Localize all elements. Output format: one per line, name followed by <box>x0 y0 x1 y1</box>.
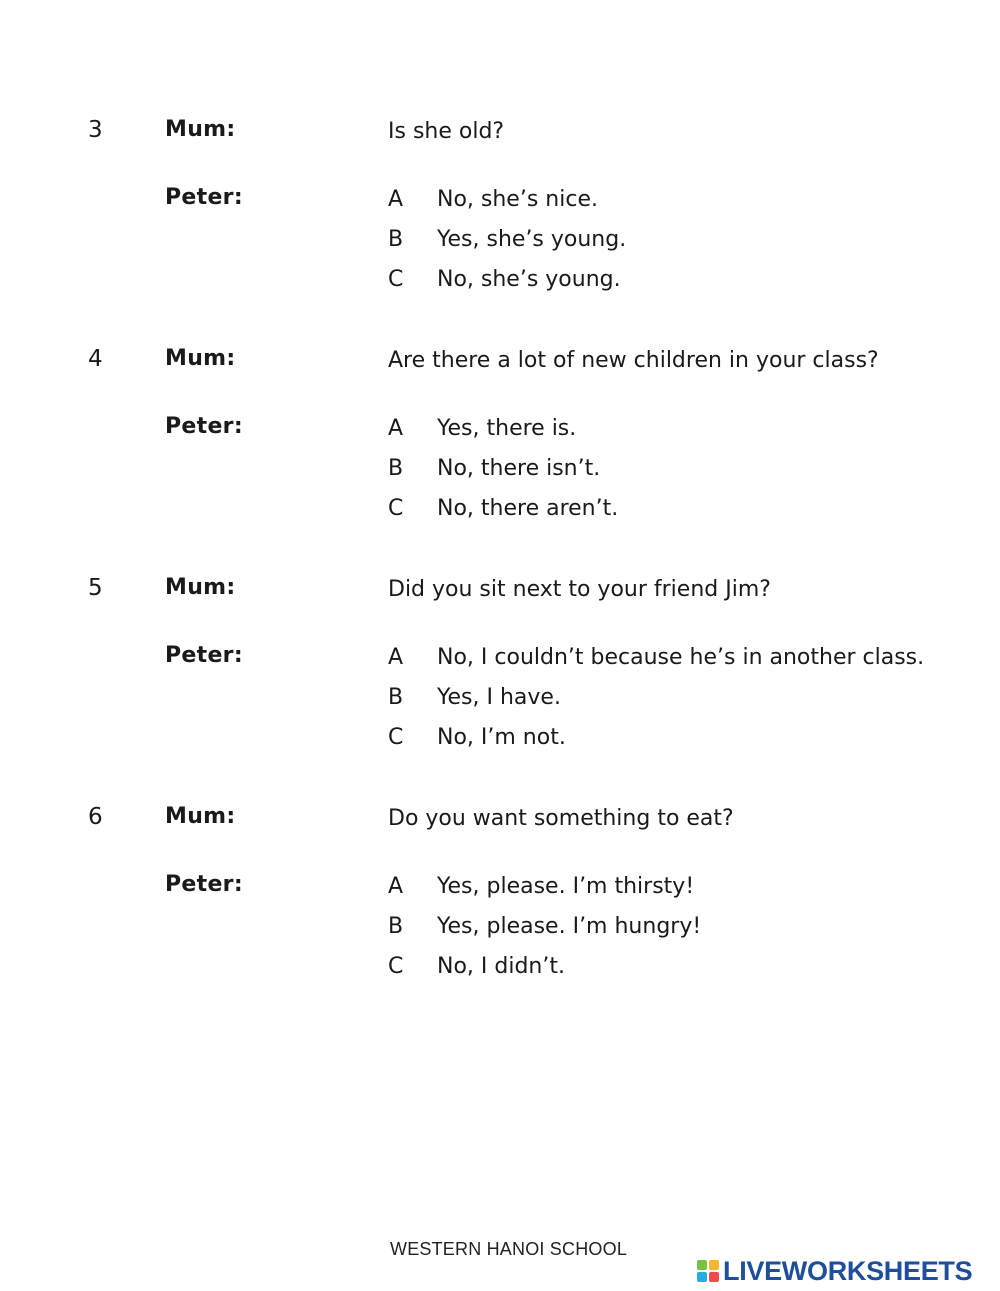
option-text: No, there isn’t. <box>437 456 601 481</box>
option-letter: B <box>388 227 404 252</box>
option-text: Yes, I have. <box>437 685 561 710</box>
logo-square <box>709 1272 719 1282</box>
question-3 <box>0 115 1000 315</box>
option-letter: A <box>388 187 404 212</box>
answer-option-c[interactable] <box>388 494 618 534</box>
liveworksheets-logo-icon <box>697 1260 719 1282</box>
question-number: 4 <box>88 346 103 372</box>
question-5 <box>0 573 1000 773</box>
option-text: No, she’s nice. <box>437 187 598 212</box>
question-number: 6 <box>88 804 103 830</box>
answer-options <box>388 185 626 305</box>
option-text: No, I couldn’t because he’s in another class. <box>437 645 925 670</box>
answer-options <box>388 643 924 763</box>
option-letter: C <box>388 725 404 750</box>
answer-options <box>388 414 618 534</box>
option-letter: B <box>388 914 404 939</box>
option-text: No, there aren’t. <box>437 496 619 521</box>
responder-label: Peter: <box>165 414 243 439</box>
question-prompt: Are there a lot of new children in your class? <box>388 348 879 373</box>
option-letter: C <box>388 954 404 979</box>
answer-option-b[interactable] <box>388 683 924 723</box>
answer-option-b[interactable] <box>388 912 701 952</box>
responder-label: Peter: <box>165 872 243 897</box>
answer-option-a[interactable] <box>388 414 618 454</box>
school-name-footer: WESTERN HANOI SCHOOL <box>390 1239 628 1259</box>
asker-label: Mum: <box>165 117 236 142</box>
logo-square <box>709 1260 719 1270</box>
question-prompt: Did you sit next to your friend Jim? <box>388 577 771 602</box>
answer-options <box>388 872 701 992</box>
question-4 <box>0 344 1000 544</box>
answer-option-c[interactable] <box>388 723 924 763</box>
option-text: Yes, please. I’m thirsty! <box>437 874 695 899</box>
option-letter: C <box>388 496 404 521</box>
option-text: No, I’m not. <box>437 725 566 750</box>
option-letter: A <box>388 416 404 441</box>
option-text: No, she’s young. <box>437 267 621 292</box>
asker-label: Mum: <box>165 346 236 371</box>
answer-option-b[interactable] <box>388 454 618 494</box>
asker-label: Mum: <box>165 575 236 600</box>
answer-option-b[interactable] <box>388 225 626 265</box>
option-text: Yes, there is. <box>437 416 577 441</box>
question-number: 5 <box>88 575 103 601</box>
question-6 <box>0 802 1000 1002</box>
option-letter: B <box>388 456 404 481</box>
answer-option-a[interactable] <box>388 643 924 683</box>
option-text: Yes, she’s young. <box>437 227 627 252</box>
answer-option-a[interactable] <box>388 185 626 225</box>
question-prompt: Is she old? <box>388 119 505 144</box>
logo-square <box>697 1260 707 1270</box>
option-letter: B <box>388 685 404 710</box>
question-prompt: Do you want something to eat? <box>388 806 734 831</box>
responder-label: Peter: <box>165 185 243 210</box>
option-letter: C <box>388 267 404 292</box>
responder-label: Peter: <box>165 643 243 668</box>
logo-square <box>697 1272 707 1282</box>
option-letter: A <box>388 874 404 899</box>
liveworksheets-brand[interactable] <box>697 1256 972 1286</box>
brand-name: LIVEWORKSHEETS <box>723 1256 973 1286</box>
question-number: 3 <box>88 117 103 143</box>
answer-option-a[interactable] <box>388 872 701 912</box>
asker-label: Mum: <box>165 804 236 829</box>
option-letter: A <box>388 645 404 670</box>
answer-option-c[interactable] <box>388 265 626 305</box>
answer-option-c[interactable] <box>388 952 701 992</box>
option-text: No, I didn’t. <box>437 954 565 979</box>
option-text: Yes, please. I’m hungry! <box>437 914 702 939</box>
